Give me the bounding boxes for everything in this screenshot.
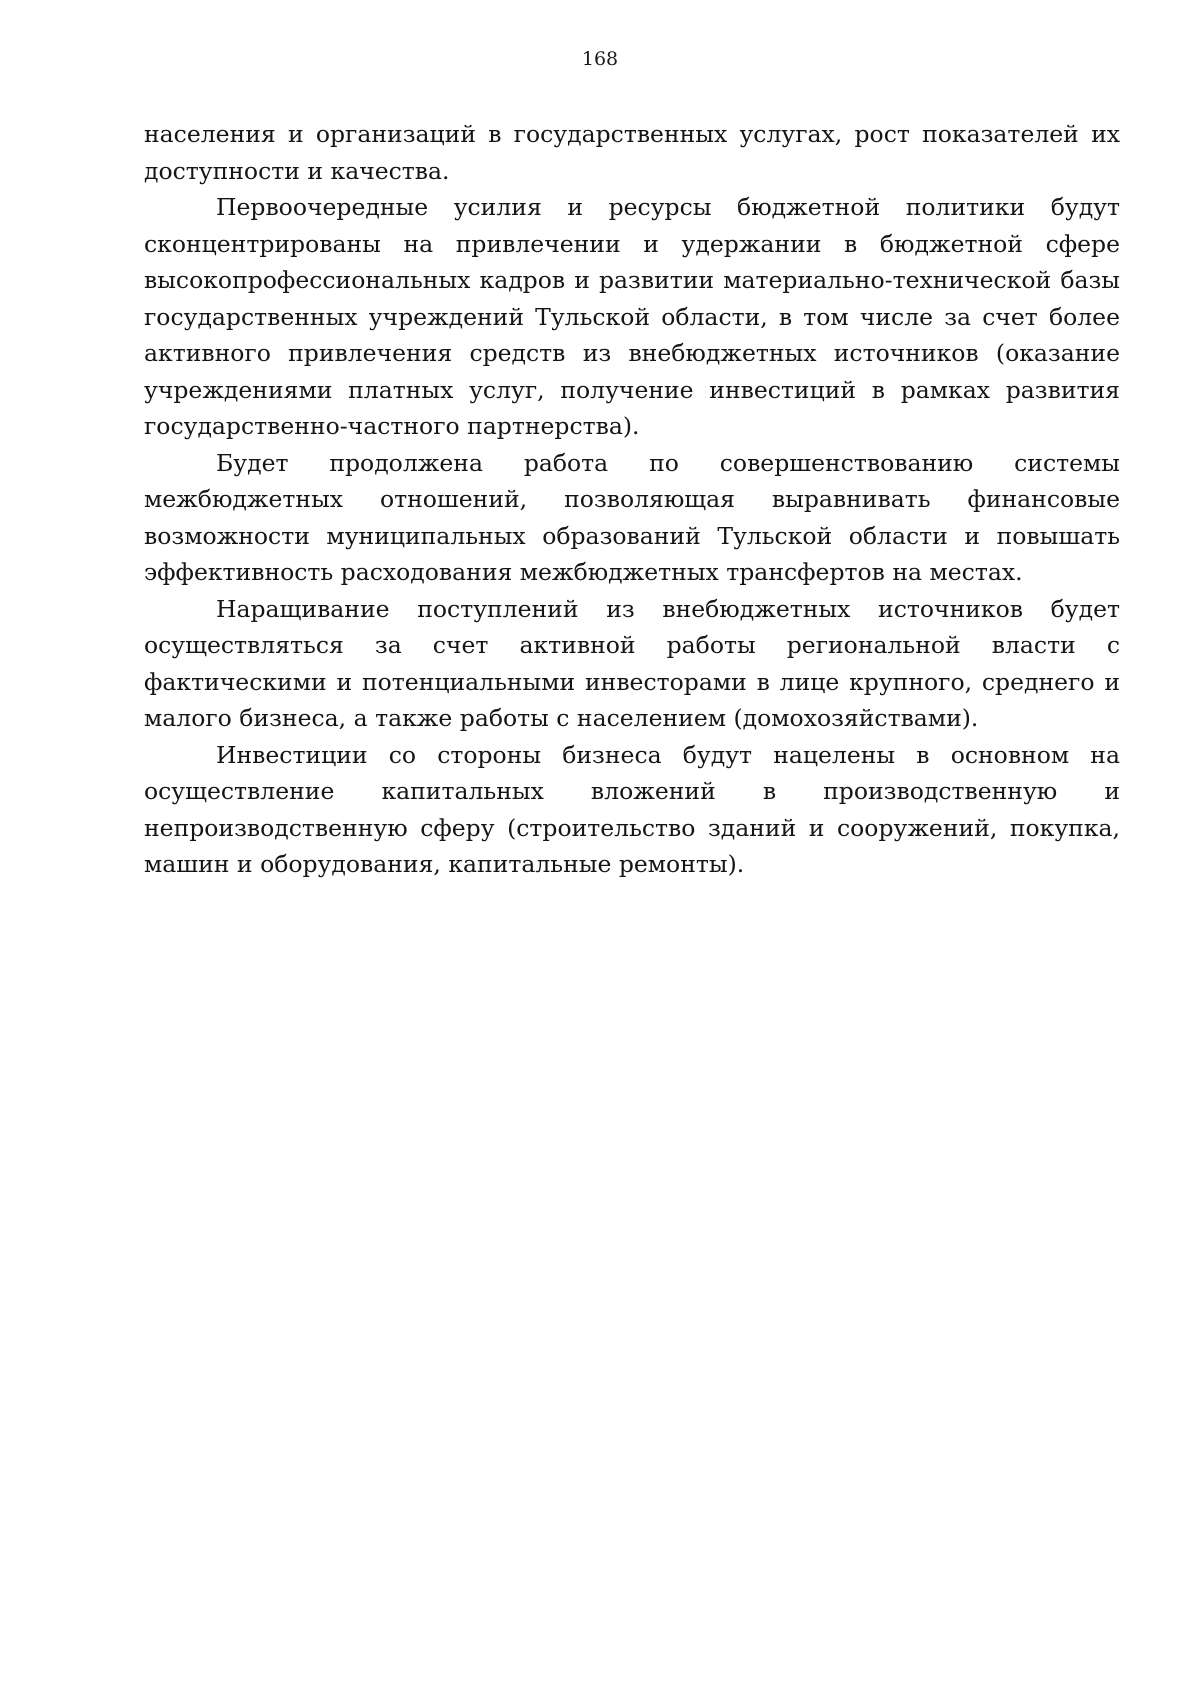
paragraph-interbudgetary-relations: Будет продолжена работа по совершенствованию системы межбюджетных отношений, позволяющая выравнивать финансовые возможности муниципальных образований Тульской области и повышать эффективность расходования межбюджетных трансфертов на местах.: [144, 448, 1120, 586]
paragraph-business-investment: Инвестиции со стороны бизнеса будут нацелены в основном на осуществление капитальных вложений в производственную и непроизводственную сферу (строительство зданий и сооружений, покупка, машин и оборудования, капитальные ремонты).: [144, 740, 1120, 878]
paragraph-budget-policy: Первоочередные усилия и ресурсы бюджетной политики будут сконцентрированы на привлечении и удержании в бюджетной сфере высокопрофессиональных кадров и развитии материально-технической базы государственных учреждений Тульской области, в том числе за счет более активного привлечения средств из внебюджетных источников (оказание учреждениями платных услуг, получение инвестиций в рамках развития государственно-частного партнерства).: [144, 193, 1120, 440]
paragraph-extrabudgetary-sources: Наращивание поступлений из внебюджетных источников будет осуществляться за счет активной работы региональной власти с фактическими и потенциальными инвесторами в лице крупного, среднего и малого бизнеса, а также работы с населением (домохозяйствами).: [144, 594, 1120, 732]
page-number: 168: [581, 48, 619, 70]
document-body: [144, 116, 1120, 883]
paragraph-continuation: населения и организаций в государственных услугах, рост показателей их доступности и качества.: [144, 120, 1120, 185]
